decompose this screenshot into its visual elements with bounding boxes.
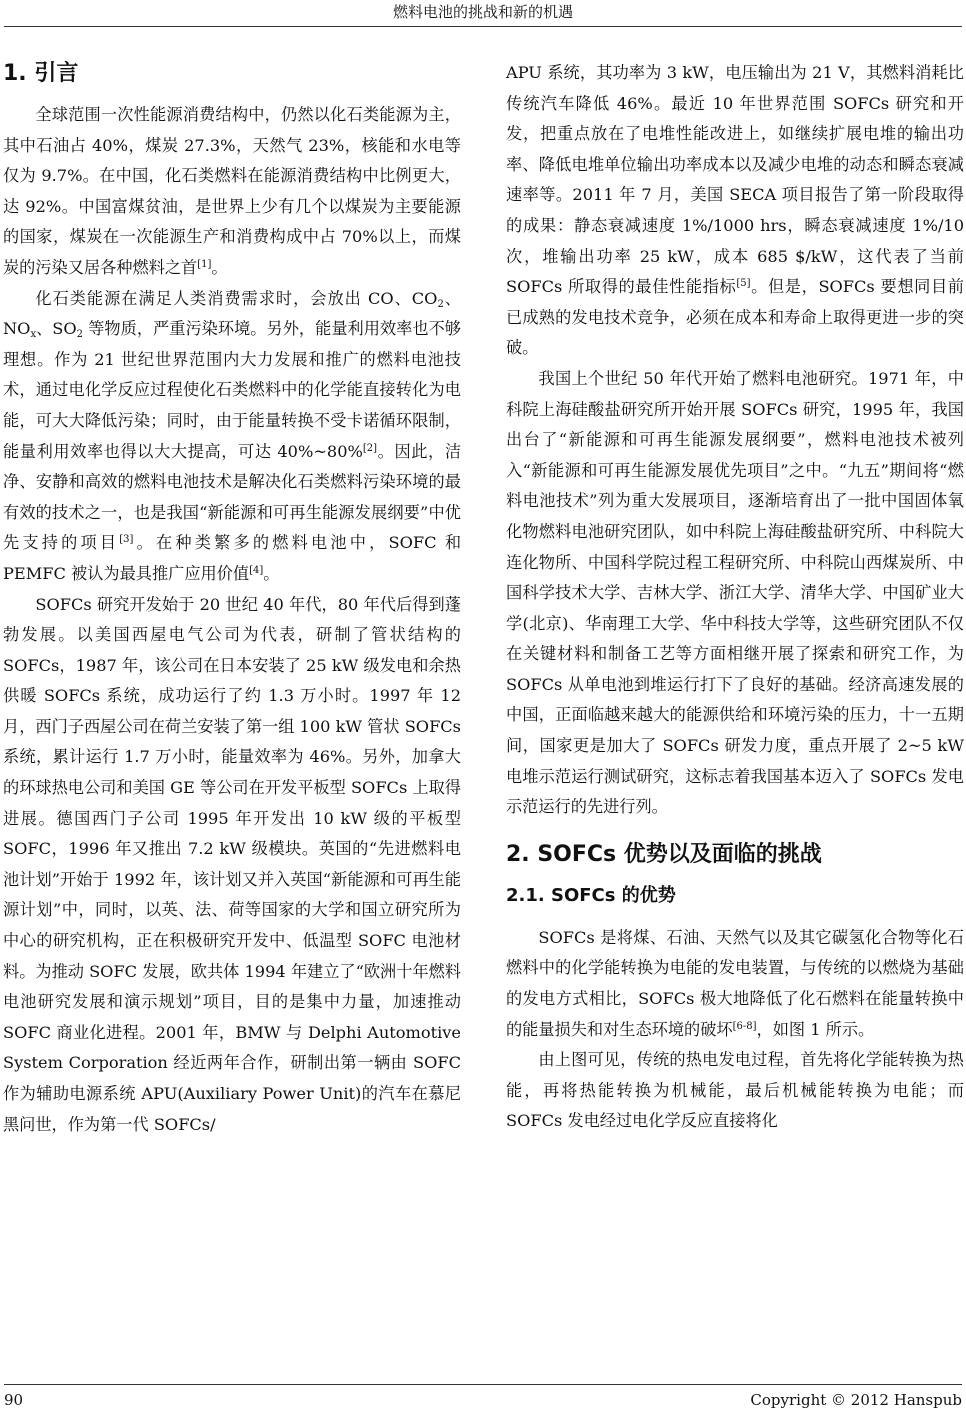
- header-rule: [4, 26, 962, 27]
- paragraph-5-text: SOFCs 是将煤、石油、天然气以及其它碳氢化合物等化石燃料中的化学能转换为电能的发电装置，与传统的以燃烧为基础的发电方式相比，SOFCs 极大地降低了化石燃料在能量转换中的能量损失和对生态环境的破坏: [506, 927, 964, 1039]
- footer-rule: [4, 1384, 962, 1385]
- paragraph-1-text: 全球范围一次性能源消费结构中，仍然以化石类能源为主，其中石油占 40%，煤炭 27.3%，天然气 23%，核能和水电等仅为 9.7%。在中国，化石类燃料在能源消费结构中比例更大，达 92%。中国富煤贫油，是世界上少有几个以煤炭为主要能源的国家，煤炭在一次能源生产和消费构成中占 70%以上，而煤炭的污染又居各种燃料之首: [3, 105, 461, 277]
- citation-2: [2]: [362, 442, 378, 454]
- subscript-so2: 2: [76, 329, 84, 341]
- paragraph-5-tail: ，如图 1 所示。: [756, 1019, 875, 1039]
- subscript-nox: x: [30, 329, 37, 341]
- paragraph-2-text-b: 、NO: [3, 288, 461, 339]
- paragraph-2-text-a: 化石类能源在满足人类消费需求时，会放出 CO、CO: [35, 288, 438, 308]
- citation-1: [1]: [197, 258, 212, 270]
- paragraph-2-text-d: 等物质，严重污染环境。另外，能量利用效率也不够理想。作为 21 世纪世界范围内大力发展和推广的燃料电池技术，通过电化学反应过程使化石类燃料中的化学能直接转化为电能，可大大降低污染；同时，由于能量转换不受卡诺循环限制，能量利用效率也得以大大提高，可达 40%~80%: [3, 319, 461, 461]
- paragraph-2-text-f: 。在种类繁多的燃料电池中，SOFC 和 PEMFC 被认为最具推广应用价值: [3, 533, 462, 583]
- citation-5: [5]: [736, 278, 751, 290]
- citation-6-8: [6-8]: [732, 1020, 757, 1032]
- paragraph-3: SOFCs 研究开发始于 20 世纪 40 年代，80 年代后得到蓬勃发展。以美国西屋电气公司为代表，研制了管状结构的 SOFCs，1987 年，该公司在日本安装了 25 kW 级发电和余热供暖 SOFCs 系统，成功运行了约 1.3 万小时。1997 年 12 月，西门子西屋公司在荷兰安装了第一组 100 kW 管状 SOFCs 系统，累计运行 1.7 万小时，能量效率为 46%。另外，加拿大的环球热电公司和美国 GE 等公司在开发平板型 SOFCs 上取得进展。德国西门子公司 1995 年开发出 10 kW 级的平板型 SOFC，1996 年又推出 7.2 kW 级模块。英国的“先进燃料电池计划”开始于 1992 年，该计划又并入英国“新能源和可再生能源计划”中，同时，以英、法、荷等国家的大学和国立研究所为中心的研究机构，正在积极研究开发中、低温型 SOFC 电池材料。为推动 SOFC 发展，欧共体 1994 年建立了“欧洲十年燃料电池研究发展和演示规划”项目，目的是集中力量，加速推动 SOFC 商业化进程。2001 年，BMW 与 Delphi Automotive System Corporation 经近两年合作，研制出第一辆由 SOFC 作为辅助电源系统 APU(Auxiliary Power Unit)的汽车在慕尼黑问世，作为第一代 SOFCs/: [3, 594, 461, 1134]
- paragraph-2-text-e: 。因此，洁净、安静和高效的燃料电池技术是解决化石类燃料污染环境的最有效的技术之一，也是我国“新能源和可再生能源发展纲要”中优先支持的项目: [3, 441, 462, 553]
- paragraph-6: 由上图可见，传统的热电发电过程，首先将化学能转换为热能，再将热能转换为机械能，最后机械能转换为电能；而 SOFCs 发电经过电化学反应直接将化: [506, 1050, 964, 1131]
- citation-3: [3]: [119, 534, 134, 546]
- paragraph-1-tail: 。: [211, 257, 228, 277]
- section-2-1-heading: 2.1. SOFCs 的优势: [506, 884, 676, 906]
- paragraph-3-tail: 。但是，SOFCs 要想同目前已成熟的发电技术竞争，必须在成本和寿命上取得更进一步的突破。: [506, 277, 964, 358]
- left-column: [3, 58, 461, 1140]
- paragraph-2: [3, 284, 461, 590]
- paragraph-2-text-g: 。: [263, 563, 280, 583]
- paragraph-5: [506, 923, 964, 1045]
- running-title: 燃料电池的挑战和新的机遇: [392, 3, 573, 21]
- subscript-co2: 2: [437, 298, 444, 310]
- paragraph-1: [3, 100, 461, 284]
- copyright-notice: Copyright © 2012 Hanspub: [750, 1391, 962, 1409]
- right-column: [506, 58, 964, 1137]
- paragraph-2-text-c: 、SO: [36, 319, 77, 339]
- page-number: 90: [4, 1391, 24, 1409]
- paragraph-4: 我国上个世纪 50 年代开始了燃料电池研究。1971 年，中科院上海硅酸盐研究所开始开展 SOFCs 研究，1995 年，我国出台了“新能源和可再生能源发展纲要”，燃料电池技术被列入“新能源和可再生能源发展优先项目”之中。“九五”期间将“燃料电池技术”列为重大发展项目，逐渐培育出了一批中国固体氧化物燃料电池研究团队，如中科院上海硅酸盐研究所、中科院大连化物所、中国科学院过程工程研究所、中科院山西煤炭所、中国科学技术大学、吉林大学、浙江大学、清华大学、中国矿业大学(北京)、华南理工大学、华中科技大学等，这些研究团队不仅在关键材料和制备工艺等方面相继开展了探索和研究工作，为 SOFCs 从单电池到堆运行打下了良好的基础。经济高速发展的中国，正面临越来越大的能源供给和环境污染的压力，十一五期间，国家更是加大了 SOFCs 研发力度，重点开展了 2~5 kW 电堆示范运行测试研究，这标志着我国基本迈入了 SOFCs 发电示范运行的先进行列。: [506, 368, 964, 817]
- paragraph-3-continued: [506, 58, 964, 364]
- section-1-heading: 1. 引言: [3, 61, 79, 86]
- citation-4: [4]: [249, 564, 264, 576]
- paragraph-3-right-text: APU 系统，其功率为 3 kW，电压输出为 21 V，其燃料消耗比传统汽车降低 46%。最近 10 年世界范围 SOFCs 研究和开发，把重点放在了电堆性能改进上，如继续扩展电堆的输出功率、降低电堆单位输出功率成本以及减少电堆的动态和瞬态衰减速率等。2011 年 7 月，美国 SECA 项目报告了第一阶段取得的成果：静态衰减速度 1%/1000 hrs，瞬态衰减速度 1%/10 次，堆输出功率 25 kW，成本 685 $/kW，这代表了当前 SOFCs 所取得的最佳性能指标: [506, 63, 964, 297]
- section-2-heading: 2. SOFCs 优势以及面临的挑战: [506, 841, 822, 867]
